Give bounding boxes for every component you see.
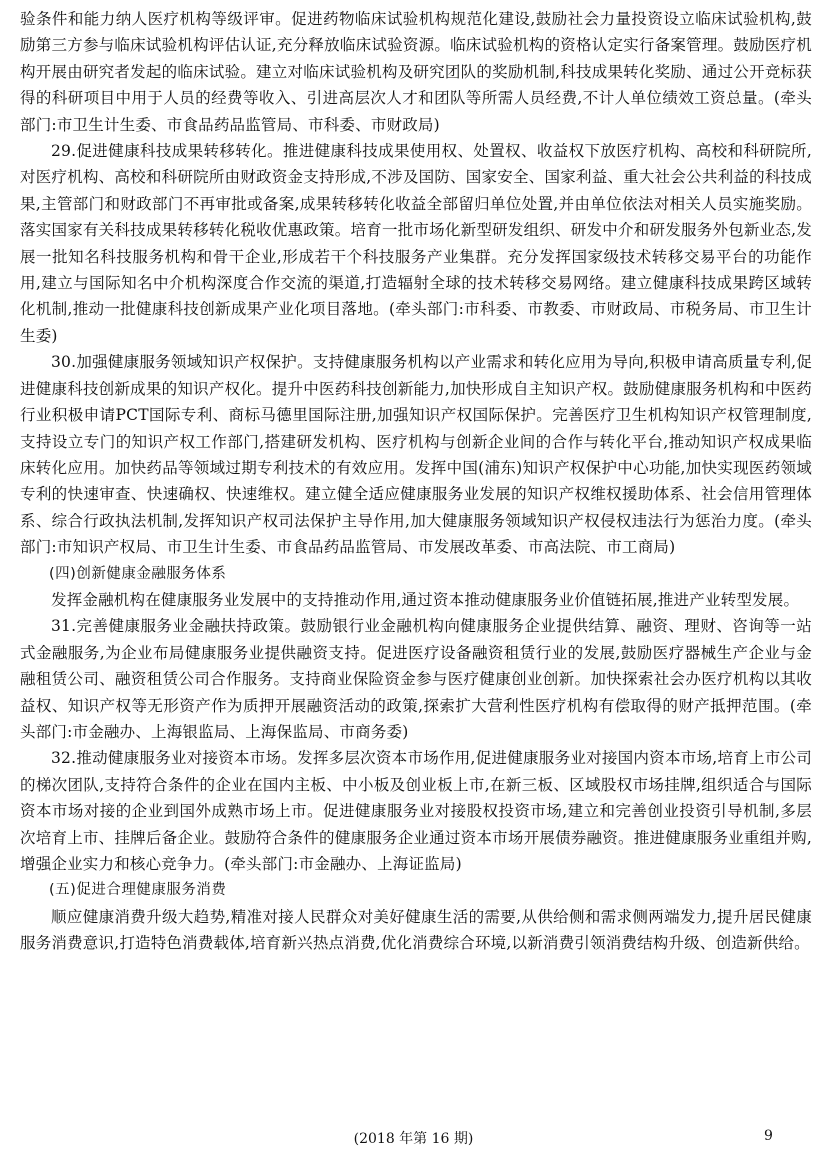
paragraph: 32.推动健康服务业对接资本市场。发挥多层次资本市场作用,促进健康服务业对接国内资本市场,培育上市公司的梯次团队,支持符合条件的企业在国内主板、中小板及创业板上市,在新三板、区域股权市场挂牌,组织适合与国际资本市场对接的企业到国外成熟市场上市。促进健康服务业对接股权投资市场,建立和完善创业投资引导机制,多层次培育上市、挂牌后备企业。鼓励符合条件的健康服务企业通过资本市场开展债券融资。推进健康服务业重组并购,增强企业实力和核心竞争力。(牵头部门:市金融办、上海证监局)	[20, 749, 812, 873]
issue-label: (2018 年第 16 期)	[353, 1131, 474, 1147]
page-number: 9	[764, 1128, 773, 1144]
paragraph: 验条件和能力纳人医疗机构等级评审。促进药物临床试验机构规范化建设,鼓励社会力量投资设立临床试验机构,鼓励第三方参与临床试验机构评估认证,充分释放临床试验资源。临床试验机构的资格认定实行备案管理。鼓励医疗机构开展由研究者发起的临床试验。建立对临床试验机构及研究团队的奖励机制,科技成果转化奖励、通过公开竞标获得的科研项目中用于人员的经费等收入、引进高层次人才和团队等所需人员经费,不计人单位绩效工资总量。(牵头部门:市卫生计生委、市食品药品监管局、市科委、市财政局)	[20, 10, 812, 134]
page-footer	[0, 1128, 827, 1152]
paragraph: 31.完善健康服务业金融扶持政策。鼓励银行业金融机构向健康服务企业提供结算、融资、理财、咨询等一站式金融服务,为企业布局健康服务业提供融资支持。促进医疗设备融资租赁行业的发展,鼓励医疗器械生产企业与金融租赁公司、融资租赁公司合作服务。支持商业保险资金参与医疗健康创业创新。加快探索社会办医疗机构以其收益权、知识产权等无形资产作为质押开展融资活动的政策,探索扩大营利性医疗机构有偿取得的财产抵押范围。(牵头部门:市金融办、上海银监局、上海保监局、市商务委)	[20, 617, 812, 741]
paragraph: 发挥金融机构在健康服务业发展中的支持推动作用,通过资本推动健康服务业价值链拓展,推进产业转型发展。	[51, 590, 800, 609]
section-heading: (四)创新健康金融服务体系	[49, 565, 227, 582]
paragraph: 顺应健康消费升级大趋势,精准对接人民群众对美好健康生活的需要,从供给侧和需求侧两端发力,提升居民健康服务消费意识,打造特色消费载体,培育新兴热点消费,优化消费综合环境,以新消费引领消费结构升级、创造新供给。	[20, 907, 812, 953]
paragraph: 30.加强健康服务领域知识产权保护。支持健康服务机构以产业需求和转化应用为导向,积极申请高质量专利,促进健康科技创新成果的知识产权化。提升中医药科技创新能力,加快形成自主知识产权。鼓励健康服务机构和中医药行业积极申请PCT国际专利、商标马德里国际注册,加强知识产权国际保护。完善医疗卫生机构知识产权管理制度,支持设立专门的知识产权工作部门,搭建研发机构、医疗机构与创新企业间的合作与转化平台,推动知识产权成果临床转化应用。加快药品等领域过期专利技术的有效应用。发挥中国(浦东)知识产权保护中心功能,加快实现医药领域专利的快速审查、快速确权、快速维权。建立健全适应健康服务业发展的知识产权维权援助体系、社会信用管理体系、综合行政执法机制,发挥知识产权司法保护主导作用,加大健康服务领域知识产权侵权违法行为惩治力度。(牵头部门:市知识产权局、市卫生计生委、市食品药品监管局、市发展改革委、市高法院、市工商局)	[20, 353, 812, 557]
section-heading: (五)促进合理健康服务消费	[49, 882, 227, 899]
document-body	[20, 6, 812, 1126]
paragraph: 29.促进健康科技成果转移转化。推进健康科技成果使用权、处置权、收益权下放医疗机构、高校和科研院所,对医疗机构、高校和科研院所由财政资金支持形成,不涉及国防、国家安全、国家利益、重大社会公共利益的科技成果,主管部门和财政部门不再审批或备案,成果转移转化收益全部留归单位处置,并由单位依法对相关人员实施奖励。落实国家有关科技成果转移转化税收优惠政策。培育一批市场化新型研发组织、研发中介和研发服务外包新业态,发展一批知名科技服务机构和骨干企业,形成若干个科技服务产业集群。充分发挥国家级技术转移交易平台的功能作用,建立与国际知名中介机构深度合作交流的渠道,打造辐射全球的技术转移交易网络。建立健康科技成果跨区域转化机制,推动一批健康科技创新成果产业化项目落地。(牵头部门:市科委、市教委、市财政局、市税务局、市卫生计生委)	[20, 142, 812, 345]
